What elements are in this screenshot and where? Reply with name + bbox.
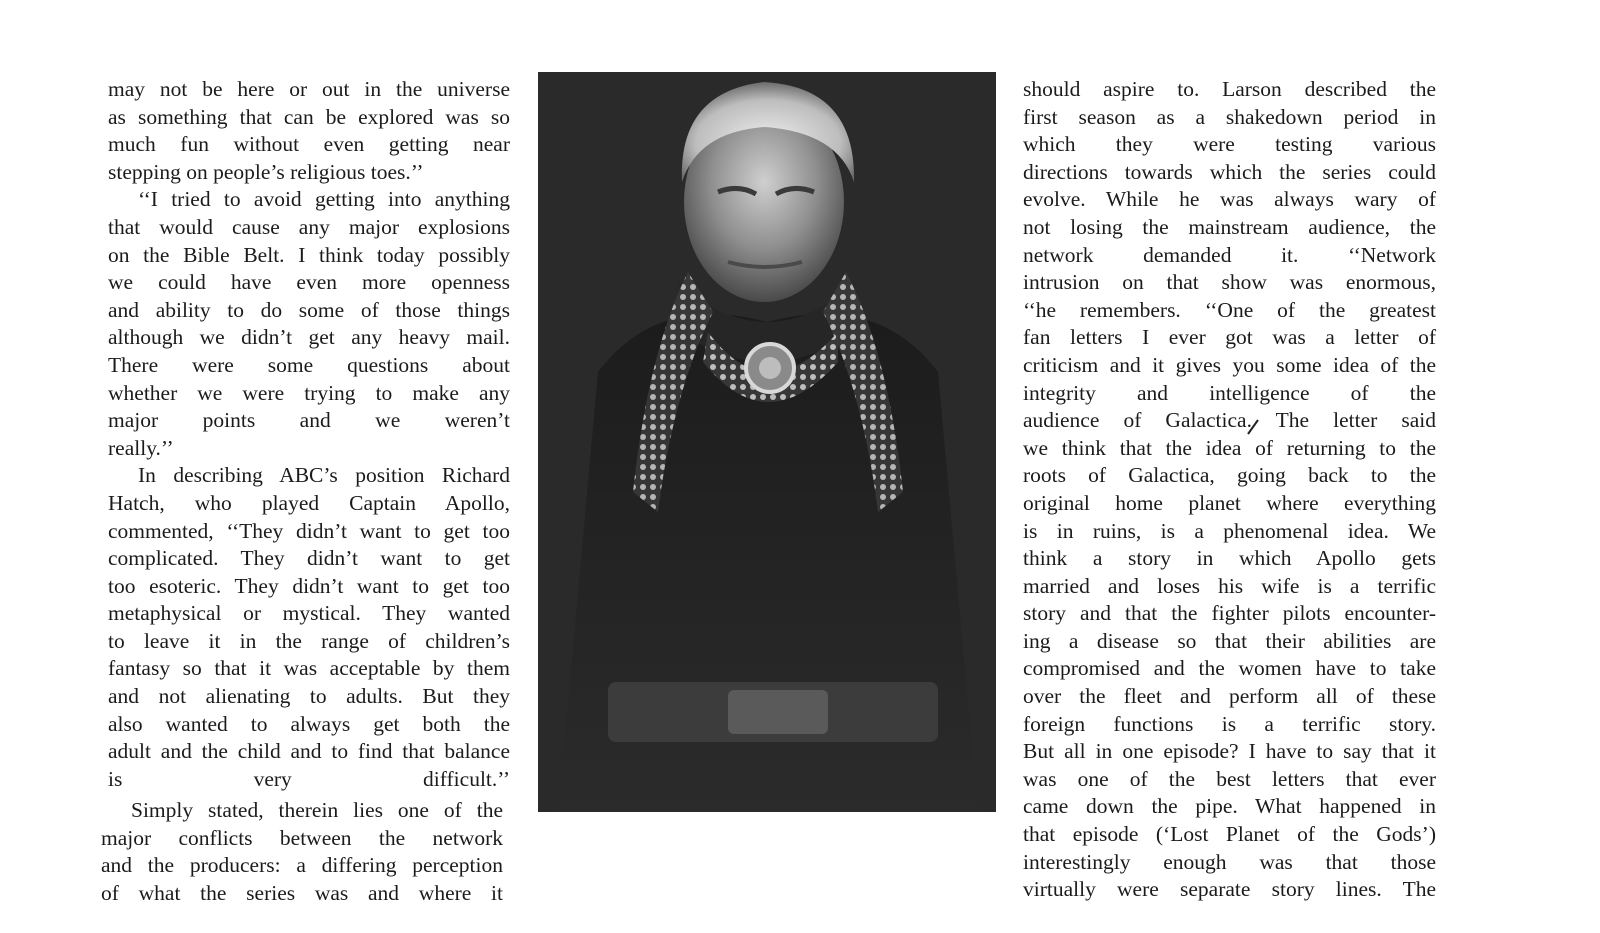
text-line: over the fleet and perform all of these: [1023, 684, 1436, 709]
text-line: criticism and it gives you some idea of the: [1023, 352, 1436, 377]
text-line: much fun without even getting near: [108, 132, 510, 157]
text-line: ing a disease so that their abilities are: [1023, 628, 1436, 653]
text-line: evolve. While he was always wary of: [1023, 187, 1436, 212]
text-line: came down the pipe. What happened in: [1023, 794, 1436, 819]
text-line: intrusion on that show was enormous,: [1023, 270, 1436, 295]
portrait-illustration: [538, 72, 996, 812]
text-line: commented, ‘‘They didn’t want to get too: [108, 518, 510, 543]
text-line: network demanded it. ‘‘Network: [1023, 242, 1436, 267]
text-line: Simply stated, therein lies one of the: [131, 798, 503, 822]
text-line: In describing ABC’s position Richard: [138, 463, 510, 488]
text-line: metaphysical or mystical. They wanted: [108, 601, 510, 626]
pen-mark-icon: [1246, 418, 1260, 436]
text-line: There were some questions about: [108, 352, 510, 377]
text-line: we could have even more openness: [108, 270, 510, 295]
text-line: first season as a shakedown period in: [1023, 104, 1436, 129]
text-line: that would cause any major explosions: [108, 214, 510, 239]
text-line: ‘‘I tried to avoid getting into anything: [138, 187, 510, 212]
text-line: whether we were trying to make any: [108, 380, 510, 405]
text-line: and ability to do some of those things: [108, 297, 510, 322]
text-line: should aspire to. Larson described the: [1023, 77, 1436, 101]
text-line: we think that the idea of returning to the: [1023, 435, 1436, 460]
text-line: was one of the best letters that ever: [1023, 766, 1436, 791]
text-line: as something that can be explored was so: [108, 104, 510, 129]
text-line: and the producers: a differing perception: [101, 853, 503, 878]
text-line: to leave it in the range of children’s: [108, 628, 510, 653]
text-line: But all in one episode? I have to say that it: [1023, 739, 1436, 764]
text-line: too esoteric. They didn’t want to get too: [108, 573, 510, 598]
text-line: roots of Galactica, going back to the: [1023, 463, 1436, 488]
text-line: that episode (‘Lost Planet of the Gods’): [1023, 822, 1436, 847]
text-line: married and loses his wife is a terrific: [1023, 573, 1436, 598]
text-line: is in ruins, is a phenomenal idea. We: [1023, 518, 1436, 543]
text-line: ‘‘he remembers. ‘‘One of the greatest: [1023, 297, 1436, 322]
text-line: fan letters I ever got was a letter of: [1023, 325, 1436, 350]
text-line: stepping on people’s religious toes.’’: [108, 159, 424, 184]
text-line: really.’’: [108, 435, 174, 460]
text-line: and not alienating to adults. But they: [108, 684, 510, 709]
text-line: which they were testing various: [1023, 132, 1436, 157]
text-line: major conflicts between the network: [101, 825, 503, 850]
text-line: of what the series was and where it: [101, 880, 503, 905]
text-line: also wanted to always get both the: [108, 711, 510, 736]
text-line: major points and we weren’t: [108, 408, 510, 433]
text-line: is very difficult.’’: [108, 766, 510, 791]
portrait-photo: [538, 72, 996, 812]
text-line: virtually were separate story lines. The: [1023, 877, 1436, 902]
text-line: foreign functions is a terrific story.: [1023, 711, 1436, 736]
text-line: think a story in which Apollo gets: [1023, 546, 1436, 571]
text-line: audience of Galactica. The letter said: [1023, 408, 1436, 433]
text-line: complicated. They didn’t want to get: [108, 546, 510, 571]
text-line: compromised and the women have to take: [1023, 656, 1436, 681]
text-line: original home planet where everything: [1023, 490, 1436, 515]
right-text-column: [1023, 76, 1436, 904]
text-line: not losing the mainstream audience, the: [1023, 214, 1436, 239]
text-line: may not be here or out in the universe: [108, 77, 510, 101]
text-line: adult and the child and to find that balance: [108, 739, 510, 764]
text-line: directions towards which the series could: [1023, 159, 1436, 184]
text-line: Hatch, who played Captain Apollo,: [108, 490, 510, 515]
text-line: integrity and intelligence of the: [1023, 380, 1436, 405]
text-line: fantasy so that it was acceptable by them: [108, 656, 510, 681]
text-line: interestingly enough was that those: [1023, 849, 1436, 874]
left-text-column-continued: [101, 797, 503, 907]
text-line: on the Bible Belt. I think today possibly: [108, 242, 510, 267]
text-line: story and that the fighter pilots encounter-: [1023, 601, 1436, 626]
text-line: although we didn’t get any heavy mail.: [108, 325, 510, 350]
left-text-column: [108, 76, 510, 793]
